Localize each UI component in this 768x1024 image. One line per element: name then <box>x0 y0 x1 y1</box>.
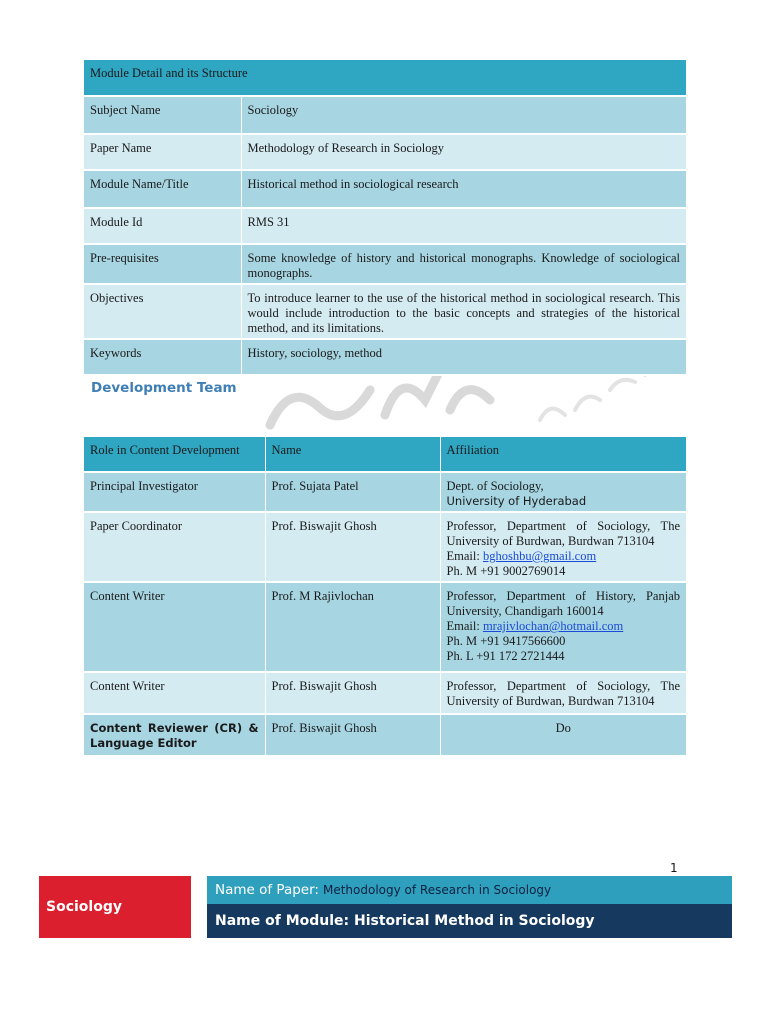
table-row <box>84 714 686 756</box>
page-number: 1 <box>670 861 678 875</box>
email-label: Email: <box>446 549 483 563</box>
email-link[interactable]: bghoshbu@gmail.com <box>482 549 597 563</box>
module-table-title: Module Detail and its Structure <box>84 60 686 96</box>
affiliation-cell: Professor, Department of Sociology, The University of Burdwan, Burdwan 713104 <box>440 672 686 714</box>
row-value: Historical method in sociological research <box>241 170 686 208</box>
email-line <box>447 549 681 564</box>
module-detail-table <box>84 60 686 376</box>
table-row <box>84 512 686 582</box>
table-row <box>84 472 686 512</box>
table-header-row <box>84 437 686 472</box>
development-team-table <box>84 437 686 757</box>
row-value: History, sociology, method <box>241 339 686 375</box>
table-row <box>84 339 686 375</box>
row-label: Subject Name <box>84 96 241 134</box>
footer-paper-label: Name of Paper: <box>215 882 319 898</box>
name-cell: Prof. Sujata Patel <box>265 472 440 512</box>
email-line <box>447 619 681 634</box>
name-cell: Prof. M Rajivlochan <box>265 582 440 672</box>
row-value: Some knowledge of history and historical monographs. Knowledge of sociological monographs. <box>241 244 686 284</box>
name-cell: Prof. Biswajit Ghosh <box>265 672 440 714</box>
role-cell: Content Reviewer (CR) & Language Editor <box>84 714 265 756</box>
affiliation-text: Professor, Department of Sociology, The University of Burdwan, Burdwan 713104 <box>446 519 680 548</box>
phone-mobile: Ph. M +91 9417566600 <box>446 634 566 648</box>
header-name: Name <box>265 437 440 472</box>
affiliation-cell <box>440 472 686 512</box>
role-cell: Paper Coordinator <box>84 512 265 582</box>
role-cell: Content Writer <box>84 582 265 672</box>
table-row <box>84 96 686 134</box>
row-value: RMS 31 <box>241 208 686 244</box>
footer-module-label: Name of Module: Historical Method in Sociology <box>215 913 595 929</box>
table-row <box>84 672 686 714</box>
footer-module-bar <box>207 904 732 938</box>
row-label: Keywords <box>84 339 241 375</box>
name-cell: Prof. Biswajit Ghosh <box>265 512 440 582</box>
table-header-row <box>84 60 686 96</box>
phone-landline: Ph. L +91 172 2721444 <box>446 649 565 663</box>
phone-mobile: Ph. M +91 9002769014 <box>446 564 566 578</box>
affiliation-cell <box>440 582 686 672</box>
table-row <box>84 244 686 284</box>
table-row <box>84 134 686 170</box>
row-label: Module Name/Title <box>84 170 241 208</box>
affiliation-cell <box>440 512 686 582</box>
footer-subject-label: Sociology <box>39 876 191 938</box>
affiliation-cell: Do <box>440 714 686 756</box>
row-label: Objectives <box>84 284 241 339</box>
row-label: Module Id <box>84 208 241 244</box>
table-row <box>84 582 686 672</box>
development-team-heading: Development Team <box>91 380 237 396</box>
role-cell: Content Writer <box>84 672 265 714</box>
affiliation-line: Dept. of Sociology, <box>446 479 544 493</box>
row-value: Sociology <box>241 96 686 134</box>
footer-paper-value: Methodology of Research in Sociology <box>322 883 552 897</box>
table-row <box>84 170 686 208</box>
affiliation-university: University of Hyderabad <box>446 494 587 508</box>
header-affiliation: Affiliation <box>440 437 686 472</box>
name-cell: Prof. Biswajit Ghosh <box>265 714 440 756</box>
header-role: Role in Content Development <box>84 437 265 472</box>
row-value: To introduce learner to the use of the historical method in sociological research. This would include introduction to the basic concepts and strategies of the historical method, and its limitations. <box>241 284 686 339</box>
row-value: Methodology of Research in Sociology <box>241 134 686 170</box>
table-row <box>84 208 686 244</box>
role-cell: Principal Investigator <box>84 472 265 512</box>
email-link[interactable]: mrajivlochan@hotmail.com <box>482 619 624 633</box>
table-row <box>84 284 686 339</box>
affiliation-text: Professor, Department of History, Panjab University, Chandigarh 160014 <box>446 589 680 618</box>
row-label: Pre-requisites <box>84 244 241 284</box>
row-label: Paper Name <box>84 134 241 170</box>
email-label: Email: <box>446 619 483 633</box>
footer-paper-bar <box>207 876 732 904</box>
